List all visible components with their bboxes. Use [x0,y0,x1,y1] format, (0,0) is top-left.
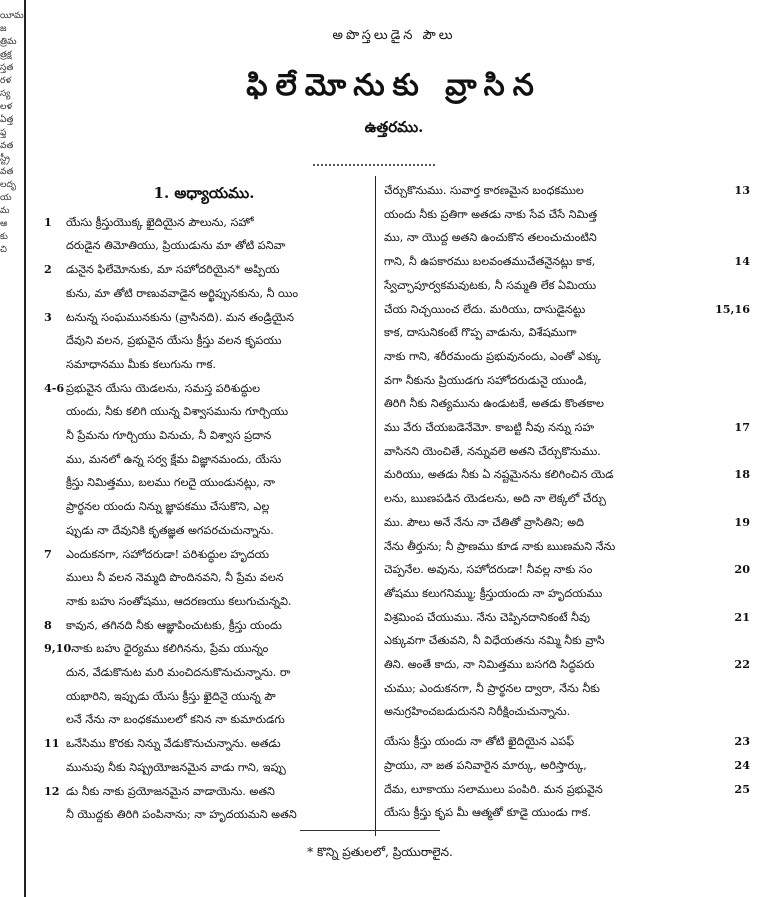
footnote-rule [300,830,440,831]
verse-number: 2 [44,262,52,277]
verse-number: 8 [44,617,52,632]
verse-text: లను, ఋణపడిన యెడలను, అది నా లెక్కలో చేర్చు [384,492,606,506]
text-line [44,543,364,567]
verse-number: 24 [734,757,750,772]
verse-text: తిరిగి నీకు నిత్యమును ఉండుటకే, అతడు కొంతకాల [384,397,604,411]
text-line [44,400,364,424]
text-line [44,685,364,709]
text-line [384,653,750,677]
margin-fragment: స్య [0,89,11,99]
verse-number: 17 [734,420,750,435]
text-line [44,377,364,401]
text-line [44,353,364,377]
margin-fragment: లదృ [0,180,17,190]
margin-fragment: లళ [0,102,13,112]
verse-text: గాని, నీ ఉపకారము బలవంతముచేతనైనట్లు కాక, [384,255,596,269]
verse-number: 9,10 [44,641,72,656]
footnote: * కొన్ని ప్రతులలో, ప్రియురాలైన. [307,845,453,859]
ornamental-rule [313,158,435,166]
text-line [44,780,364,804]
text-line [384,463,750,487]
verse-text: చేయ నిచ్చయించ లేదు. మరియు, దాసుడైనట్టు [384,302,586,316]
text-line [44,424,364,448]
verse-text: కాక, దాసునికంటే గొప్ప వాడును, విశేషముగా [384,326,577,340]
verse-text: యేసు క్రీస్తు యందు నా తోటి ఖైదియైన ఎపఫ్ [384,735,575,749]
verse-text: చుము; ఎందుకనగా, నీ ప్రార్థనల ద్వారా, నేను నీకు [384,681,600,695]
verse-text: లనే నేను నా బంధకములలో కనిన నా కుమారుడగు [66,713,285,727]
verse-text: డు నీకు నాకు ప్రయోజనమైన వాడాయెను. అతని [66,784,275,798]
verse-text: మునుపు నీకు నిష్ప్రయోజనమైన వాడు గాని, ఇప్పు [66,760,286,774]
book-supertitle: అపొస్తలుడైన పౌలు [332,28,456,43]
verse-number: 13 [734,183,750,197]
text-line [44,590,364,614]
text-line [44,637,364,661]
text-line [44,519,364,543]
verse-text: నీ ప్రేమను గూర్చియు వినుచు, నీ విశ్వాస ప్రదాన [66,429,272,443]
text-line [384,558,750,582]
text-line [44,732,364,756]
book-title: ఫిలేమోనుకు వ్రాసిన [246,68,542,103]
text-line [384,226,716,250]
verse-text: యభారిని, ఇప్పుడు యేసు క్రీస్తు ఖైదినై యున్న పౌ [66,689,276,703]
text-line [44,803,364,827]
verse-text: స్వేచ్ఛాపూర్వకమవుటకు, నీ సమ్మతి లేక ఏమియు [384,278,597,292]
text-line [384,754,750,778]
text-line [44,306,364,330]
left-column [44,182,364,827]
verse-text: మరియు, అతడు నీకు ఏ నష్టమైనను కలిగించిన యెడ [384,468,614,482]
text-line [44,234,364,258]
verse-number: 22 [734,657,750,672]
text-line [44,661,364,685]
verse-text: కును, మా తోటి రాణువవాడైన అర్ఖిప్పునకును, నీ యిం [66,286,299,300]
margin-fragment: కు [0,232,8,242]
verse-text: తిని. అంతే కాదు, నా నిమిత్తము బసగది సిద్ధపరు [384,658,595,672]
text-line [384,392,716,416]
text-line [384,677,716,701]
text-line [384,700,716,724]
verse-text: నాకు బహు ధైర్యము కలిగినను, ప్రేమ యున్నం [71,642,269,656]
margin-fragment: ఏత్త [0,115,14,125]
verse-text: నాకు బహు సంతోషము, ఆదరణయు కలుగుచున్నవి. [66,594,292,608]
margin-fragment: వత [0,141,14,151]
verse-text: క్రీస్తు నిమిత్తము, బలము గలదై యుండునట్లు, నా [66,476,276,490]
chapter-heading: 1. అధ్యాయము. [153,184,255,202]
text-line [384,179,750,203]
column-divider [375,176,376,836]
text-line [384,606,750,630]
verse-number: 25 [734,781,750,796]
text-line [44,282,364,306]
verse-text: ము, నా యొద్ద అతని ఉంచుకొన తలంచుచుంటిని [384,231,597,245]
verse-text: ము వేరు చేయబడెనేమో. కాబట్టి నీవు నన్ను సహ [384,421,595,435]
margin-fragment: య [0,193,12,203]
verse-text: నేను తీర్తును; నీ ప్రాణము కూడ నాకు ఋణమని నేను [384,539,616,553]
verse-number: 15,16 [714,301,750,316]
verse-number: 1 [44,214,52,229]
text-line [384,440,716,464]
verse-text: ములు నీ వలన నెమ్మది పొందినవని, నీ ప్రేమ వలన [66,571,284,585]
text-line [384,778,750,802]
margin-fragment: వత [0,167,14,177]
text-line [384,511,750,535]
verse-text: దేవుని వలన, ప్రభువైన యేసు క్రీస్తు వలన కృపయు [66,334,282,348]
verse-text: దున, వేడుకొనుట మరి మంచిదనుకొనుచున్నాను. రా [66,666,291,680]
verse-number: 7 [44,546,52,561]
text-line [384,535,716,559]
verse-text: తోషము కలుగనిమ్ము; క్రీస్తుయందు నా హృదయము [384,586,603,600]
verse-text: కావున, తగినది నీకు ఆజ్ఞాపించుటకు, క్రీస్తు యందు [66,618,282,632]
text-line [384,487,716,511]
margin-fragment: స్తత [0,63,14,73]
verse-number: 18 [734,467,750,482]
verse-text: ప్రాయు, నా జత పనివారైన మార్కు, అరిస్తార్కు, [384,758,587,772]
verse-text: నీ యొద్దకు తిరిగి పంపినాను; నా హృదయమని అతని [66,808,297,822]
text-line [44,566,364,590]
text-line [44,258,364,282]
margin-fragment: మ [0,206,10,216]
verse-number: 14 [734,254,750,269]
text-line [384,203,716,227]
margin-fragment: ఆ [0,219,8,229]
verse-text: డునైన ఫిలేమోనుకు, మా సహోదరియైన* అప్పియ [66,263,280,277]
right-column [384,182,750,825]
text-line [384,629,716,653]
text-line [44,329,364,353]
verse-text: యందు, నీకు కలిగి యున్న విశ్వాసమును గూర్చియు [66,405,289,419]
verse-number: 3 [44,309,52,324]
text-line [44,708,364,732]
text-line [384,250,750,274]
verse-text: చేర్చుకొనుము. సువార్త కారణమైన బంధకముల [384,184,584,197]
verse-text: అనుగ్రహించబడుదునని నిరీక్షించుచున్నాను. [384,705,571,719]
margin-fragment: త్రిమ [0,37,17,47]
binding-margin [0,0,26,897]
verse-text: ము, మనలో ఉన్న సర్వ క్షేమ విజ్ఞానమందు, యేసు [66,452,282,466]
margin-fragment: త్రక్ష [0,50,12,60]
text-line [384,582,716,606]
verse-number: 21 [734,609,750,624]
verse-text: వగా నీకును ప్రియుడగు సహోదరుడునై యుండి, [384,373,588,387]
verse-number: 23 [734,734,750,749]
verse-text: ఎక్కువగా చేతువని, నీ విధేయతను నమ్మి నీకు వ్రాసి [384,634,605,648]
margin-fragment: స్ట్రీ [0,154,10,164]
text-line [384,369,716,393]
verse-text: ఒనేసిము కొరకు నిన్ను వేడుకొనుచున్నాను. అతడు [66,737,281,751]
text-line [44,495,364,519]
margin-fragment: ఫ్త [0,128,7,138]
verse-text: నాకు గాని, శరీరమందు ప్రభువునందు, ఎంతో ఎక్కు [384,349,601,363]
text-line [44,471,364,495]
verse-text: చెప్పనేల. అవును, సహోదరుడా! నీవల్ల నాకు సం [384,563,593,577]
text-line [384,345,716,369]
text-line [384,416,750,440]
verse-text: ప్పుడు నా దేవునికి కృతజ్ఞత అగపరచుచున్నాను. [66,523,274,537]
verse-text: ప్రార్థనల యందు నిన్ను జ్ఞాపకము చేసుకొని, ఎల్ల [66,500,270,514]
text-line [384,321,716,345]
margin-fragment: రళ [0,76,12,86]
text-line [44,614,364,638]
verse-text: దరుడైన తిమోతియు, ప్రియుడును మా తోటి పనివా [66,239,286,253]
margin-fragment: జ [0,24,7,34]
text-line [384,298,750,322]
book-subtitle: ఉత్తరము. [364,118,424,136]
verse-number: 4-6 [44,380,65,395]
verse-text: వాసినని యెంచితే, నన్నువలె అతని చేర్చుకొనుము. [384,444,601,458]
margin-fragment: యీమ [0,11,24,21]
text-line [384,801,716,825]
verse-number: 19 [734,514,750,529]
verse-text: విశ్రమింప చేయుము. నేను చెప్పినదానికంటే నీవు [384,610,591,624]
text-line [44,756,364,780]
verse-text: టనున్న సంఘమునకును (వ్రాసినది). మన తండ్రియైన [66,310,294,324]
text-line [384,730,750,754]
text-line [44,448,364,472]
verse-text: ఎందుకనగా, సహోదరుడా! పరిశుద్ధుల హృదయ [66,547,270,561]
verse-text: యేసు క్రీస్తుయొక్క ఖైదియైన పౌలును, సహో [66,215,254,229]
verse-text: దేమ, లూకాయు సలాములు పంపిరి. మన ప్రభువైన [384,782,603,796]
verse-text: ము. పౌలు అనే నేను నా చేతితో వ్రాసితిని; అది [384,515,584,529]
verse-text: యేసు క్రీస్తు కృప మీ ఆత్మతో కూడై యుండు గాక. [384,806,592,820]
verse-number: 11 [44,736,60,751]
verse-text: యందు నీకు ప్రతిగా అతడు నాకు సేవ చేసే నిమిత్త [384,207,598,221]
margin-fragment: చి [0,245,7,255]
text-line [44,211,364,235]
verse-text: సమాధానము మీకు కలుగును గాక. [66,357,216,371]
verse-number: 12 [44,783,60,798]
verse-text: ప్రభువైన యేసు యెడలను, సమస్త పరిశుద్ధుల [66,381,261,395]
text-line [384,274,716,298]
verse-number: 20 [734,562,750,577]
